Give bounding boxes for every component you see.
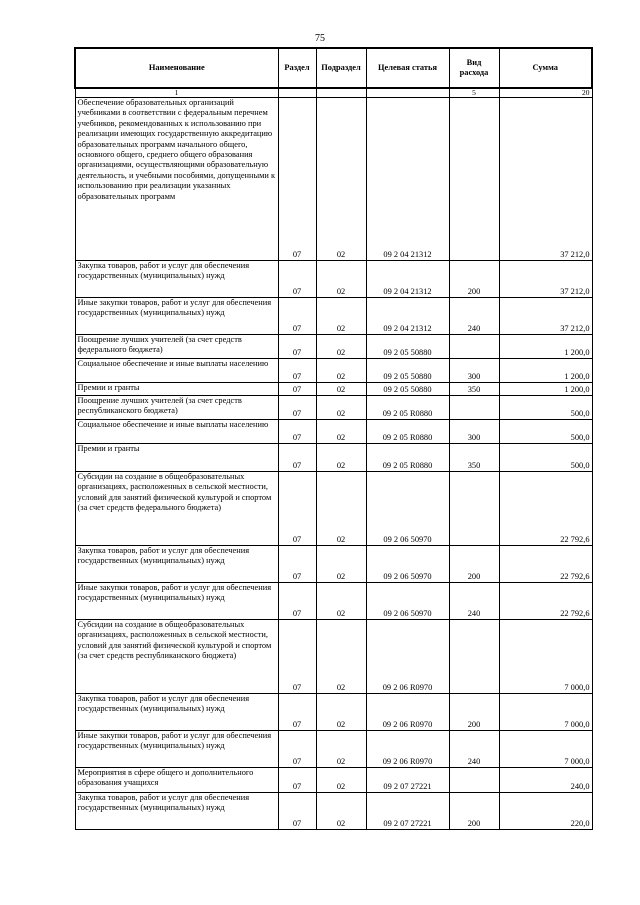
- page-number: 75: [315, 33, 325, 44]
- table-row: [75, 694, 592, 731]
- row-name: Субсидии на создание в общеобразовательных организациях, расположенных в сельской местности, условий для занятий физической культурой и спортом (за счет средств республиканского бюджета): [75, 620, 278, 694]
- header-row: [75, 48, 592, 88]
- table-row: [75, 472, 592, 546]
- row-section: 07: [278, 420, 316, 444]
- row-target: 09 2 05 R0880: [366, 420, 449, 444]
- row-target: 09 2 06 50970: [366, 546, 449, 583]
- table-row: [75, 98, 592, 261]
- row-name: Мероприятия в сфере общего и дополнительного образования учащихся: [75, 768, 278, 793]
- row-subsection: 02: [316, 383, 366, 396]
- row-expense-type: 300: [449, 359, 499, 383]
- row-name: Социальное обеспечение и иные выплаты населению: [75, 420, 278, 444]
- row-sum: 500,0: [499, 420, 592, 444]
- row-target: 09 2 05 50880: [366, 335, 449, 359]
- row-section: 07: [278, 472, 316, 546]
- row-sum: 7 000,0: [499, 694, 592, 731]
- row-name: Иные закупки товаров, работ и услуг для обеспечения государственных (муниципальных) нужд: [75, 298, 278, 335]
- row-target: 09 2 06 R0970: [366, 731, 449, 768]
- row-sum: 500,0: [499, 444, 592, 472]
- index-name: 1: [75, 88, 278, 98]
- row-subsection: 02: [316, 793, 366, 830]
- row-section: 07: [278, 694, 316, 731]
- row-target: 09 2 05 50880: [366, 359, 449, 383]
- table-row: [75, 420, 592, 444]
- row-target: 09 2 04 21312: [366, 261, 449, 298]
- row-name: Поощрение лучших учителей (за счет средств республиканского бюджета): [75, 396, 278, 420]
- row-expense-type: [449, 335, 499, 359]
- table-row: [75, 731, 592, 768]
- row-target: 09 2 07 27221: [366, 793, 449, 830]
- table-row: [75, 768, 592, 793]
- row-expense-type: 240: [449, 583, 499, 620]
- row-expense-type: 200: [449, 546, 499, 583]
- row-subsection: 02: [316, 546, 366, 583]
- row-expense-type: 300: [449, 420, 499, 444]
- header-sum: Сумма: [499, 48, 592, 88]
- budget-table: [74, 47, 593, 830]
- row-name: Закупка товаров, работ и услуг для обеспечения государственных (муниципальных) нужд: [75, 793, 278, 830]
- row-name: Закупка товаров, работ и услуг для обеспечения государственных (муниципальных) нужд: [75, 694, 278, 731]
- row-sum: 37 212,0: [499, 98, 592, 261]
- row-target: 09 2 04 21312: [366, 298, 449, 335]
- header-expense-type: Вид расхода: [449, 48, 499, 88]
- table-row: [75, 396, 592, 420]
- table-row: [75, 793, 592, 830]
- row-expense-type: 200: [449, 793, 499, 830]
- row-sum: 220,0: [499, 793, 592, 830]
- row-expense-type: [449, 768, 499, 793]
- row-expense-type: 240: [449, 731, 499, 768]
- row-expense-type: [449, 620, 499, 694]
- row-subsection: 02: [316, 359, 366, 383]
- row-name: Премии и гранты: [75, 444, 278, 472]
- row-target: 09 2 06 50970: [366, 472, 449, 546]
- header-name: Наименование: [75, 48, 278, 88]
- row-name: Премии и гранты: [75, 383, 278, 396]
- row-subsection: 02: [316, 694, 366, 731]
- row-sum: 7 000,0: [499, 731, 592, 768]
- row-section: 07: [278, 383, 316, 396]
- row-section: 07: [278, 261, 316, 298]
- header-section: Раздел: [278, 48, 316, 88]
- row-sum: 500,0: [499, 396, 592, 420]
- row-target: 09 2 04 21312: [366, 98, 449, 261]
- row-name: Обеспечение образовательных организаций учебниками в соответствии с федеральным перечнем учебников, рекомендованных к использованию при реализации имеющих государственную аккредитацию образовательных программ начального общего, основного общего, среднего общего образования организациями, осуществляющими образовательную деятельность, и учебными пособиями, допущенными к использованию при реализации указанных образовательных программ: [75, 98, 278, 261]
- index-sum: 20: [499, 88, 592, 98]
- row-subsection: 02: [316, 620, 366, 694]
- row-sum: 1 200,0: [499, 359, 592, 383]
- row-target: 09 2 05 50880: [366, 383, 449, 396]
- row-subsection: 02: [316, 444, 366, 472]
- row-target: 09 2 07 27221: [366, 768, 449, 793]
- row-expense-type: [449, 396, 499, 420]
- row-sum: 37 212,0: [499, 261, 592, 298]
- row-expense-type: 350: [449, 444, 499, 472]
- row-section: 07: [278, 583, 316, 620]
- index-row: [75, 88, 592, 98]
- table-row: [75, 335, 592, 359]
- row-name: Закупка товаров, работ и услуг для обеспечения государственных (муниципальных) нужд: [75, 261, 278, 298]
- row-sum: 1 200,0: [499, 383, 592, 396]
- row-name: Субсидии на создание в общеобразовательных организациях, расположенных в сельской местности, условий для занятий физической культурой и спортом (за счет средств федерального бюджета): [75, 472, 278, 546]
- row-sum: 1 200,0: [499, 335, 592, 359]
- row-section: 07: [278, 731, 316, 768]
- header-target: Целевая статья: [366, 48, 449, 88]
- table-row: [75, 298, 592, 335]
- table-row: [75, 383, 592, 396]
- row-sum: 22 792,6: [499, 546, 592, 583]
- row-name: Иные закупки товаров, работ и услуг для обеспечения государственных (муниципальных) нужд: [75, 583, 278, 620]
- header-subsection: Подраздел: [316, 48, 366, 88]
- row-section: 07: [278, 359, 316, 383]
- index-expense-type: 5: [449, 88, 499, 98]
- row-sum: 22 792,6: [499, 583, 592, 620]
- table-row: [75, 583, 592, 620]
- index-target: [366, 88, 449, 98]
- row-name: Иные закупки товаров, работ и услуг для обеспечения государственных (муниципальных) нужд: [75, 731, 278, 768]
- row-section: 07: [278, 546, 316, 583]
- row-subsection: 02: [316, 261, 366, 298]
- row-subsection: 02: [316, 420, 366, 444]
- row-subsection: 02: [316, 396, 366, 420]
- row-sum: 37 212,0: [499, 298, 592, 335]
- row-expense-type: [449, 98, 499, 261]
- row-target: 09 2 05 R0880: [366, 444, 449, 472]
- table-row: [75, 546, 592, 583]
- row-section: 07: [278, 620, 316, 694]
- row-subsection: 02: [316, 335, 366, 359]
- row-expense-type: 200: [449, 261, 499, 298]
- row-subsection: 02: [316, 472, 366, 546]
- row-section: 07: [278, 396, 316, 420]
- row-section: 07: [278, 444, 316, 472]
- row-section: 07: [278, 768, 316, 793]
- table-row: [75, 359, 592, 383]
- index-section: [278, 88, 316, 98]
- row-subsection: 02: [316, 583, 366, 620]
- row-name: Социальное обеспечение и иные выплаты населению: [75, 359, 278, 383]
- row-target: 09 2 06 R0970: [366, 620, 449, 694]
- row-target: 09 2 06 50970: [366, 583, 449, 620]
- table-row: [75, 261, 592, 298]
- row-subsection: 02: [316, 98, 366, 261]
- row-expense-type: 240: [449, 298, 499, 335]
- row-section: 07: [278, 793, 316, 830]
- row-expense-type: [449, 472, 499, 546]
- row-subsection: 02: [316, 298, 366, 335]
- row-sum: 22 792,6: [499, 472, 592, 546]
- row-sum: 240,0: [499, 768, 592, 793]
- row-expense-type: 200: [449, 694, 499, 731]
- row-sum: 7 000,0: [499, 620, 592, 694]
- row-target: 09 2 06 R0970: [366, 694, 449, 731]
- row-name: Поощрение лучших учителей (за счет средств федерального бюджета): [75, 335, 278, 359]
- row-target: 09 2 05 R0880: [366, 396, 449, 420]
- table-row: [75, 444, 592, 472]
- row-subsection: 02: [316, 731, 366, 768]
- row-name: Закупка товаров, работ и услуг для обеспечения государственных (муниципальных) нужд: [75, 546, 278, 583]
- row-section: 07: [278, 98, 316, 261]
- row-section: 07: [278, 335, 316, 359]
- table-row: [75, 620, 592, 694]
- index-subsection: [316, 88, 366, 98]
- row-expense-type: 350: [449, 383, 499, 396]
- row-section: 07: [278, 298, 316, 335]
- row-subsection: 02: [316, 768, 366, 793]
